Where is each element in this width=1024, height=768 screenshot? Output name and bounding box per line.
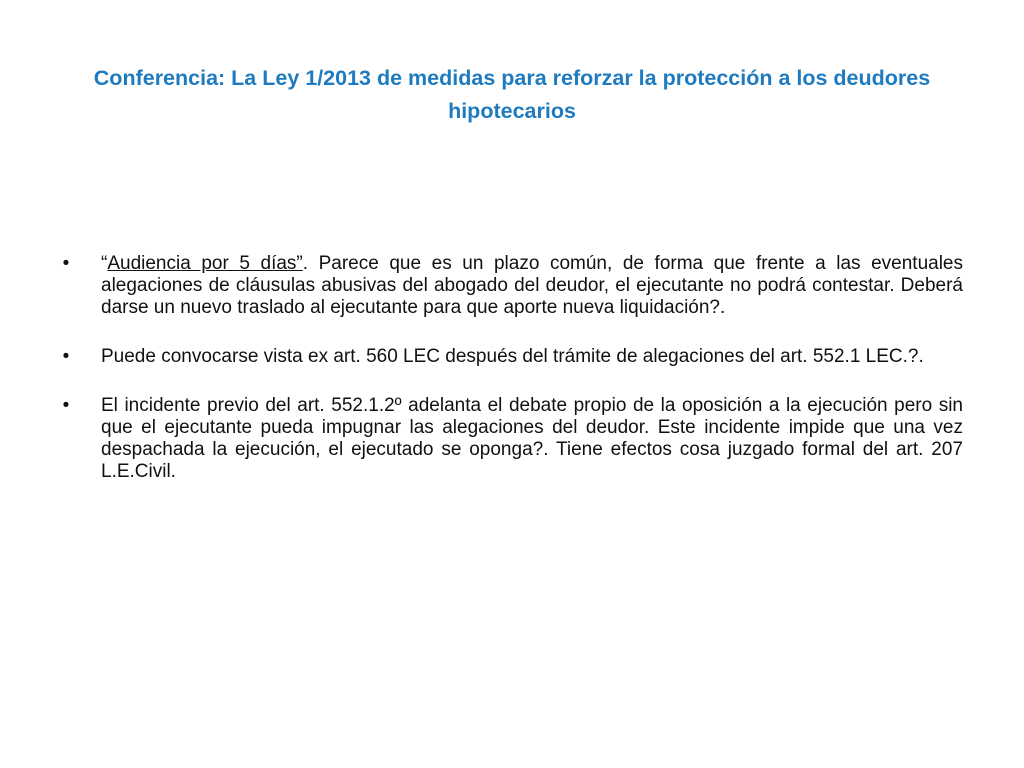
bullet-item-audiencia	[60, 253, 963, 319]
bullet-list	[60, 253, 963, 510]
bullet-icon: •	[62, 395, 70, 416]
open-quote: “	[101, 253, 108, 274]
slide-title: Conferencia: La Ley 1/2013 de medidas para reforzar la protección a los deudores hipotecarios	[93, 66, 931, 123]
bullet-text: . Parece que es un plazo común, de forma que frente a las eventuales alegaciones de cláusulas abusivas del abogado del deudor, el ejecutante no podrá contestar. Deberá darse un nuevo traslado al ejecutante para que aporte nueva liquidación?.	[101, 253, 963, 318]
bullet-item-incidente	[60, 395, 963, 483]
underlined-phrase: Audiencia por 5 días”	[107, 253, 303, 274]
bullet-icon: •	[62, 346, 70, 367]
bullet-item-vista	[60, 346, 963, 368]
bullet-icon: •	[62, 253, 70, 274]
bullet-text: Puede convocarse vista ex art. 560 LEC después del trámite de alegaciones del art. 552.1 LEC.?.	[101, 346, 924, 367]
bullet-text: El incidente previo del art. 552.1.2º adelanta el debate propio de la oposición a la ejecución pero sin que el ejecutante pueda impugnar las alegaciones del deudor. Este incidente impide que una vez despachada la ejecución, el ejecutado se oponga?. Tiene efectos cosa juzgado formal del art. 207 L.E.Civil.	[101, 395, 963, 482]
